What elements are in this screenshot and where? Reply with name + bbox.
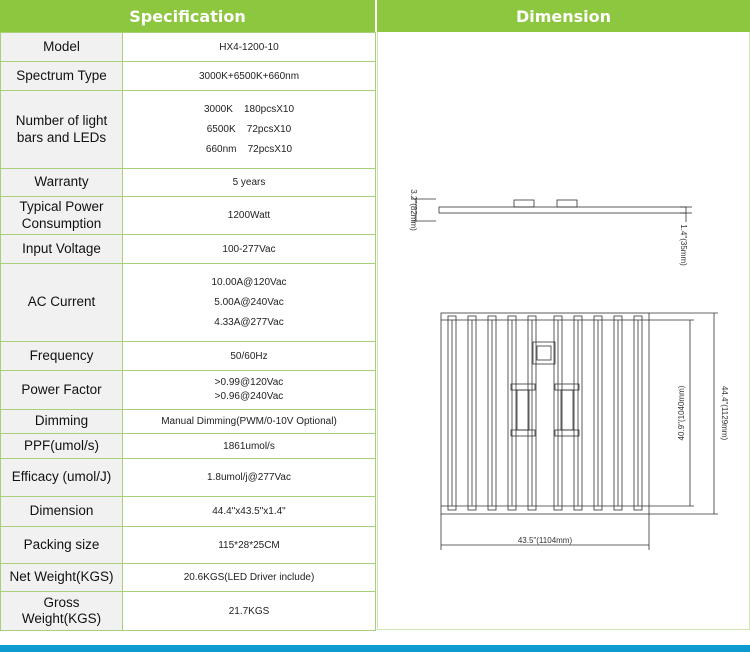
spec-value-power-factor	[123, 371, 376, 410]
spec-value-warranty: 5 years	[123, 169, 376, 197]
table-row	[1, 91, 376, 169]
spec-value-efficacy: 1.8umol/j@277Vac	[123, 459, 376, 497]
spec-value-line: 6500K 72pcsX10	[206, 123, 292, 135]
spec-label-gross-weight: Gross Weight(KGS)	[1, 592, 123, 631]
spec-value-line: 10.00A@120Vac	[211, 276, 287, 288]
table-row	[1, 371, 376, 410]
spec-label-power-factor: Power Factor	[1, 371, 123, 410]
spec-label-input-voltage: Input Voltage	[1, 235, 123, 264]
spec-label-frequency: Frequency	[1, 342, 123, 371]
spec-value-dimension: 44.4"x43.5"x1.4"	[123, 497, 376, 527]
spec-value-frequency: 50/60Hz	[123, 342, 376, 371]
table-row	[1, 434, 376, 459]
spec-value-input-voltage: 100-277Vac	[123, 235, 376, 264]
spec-value-line: >0.99@120Vac	[214, 377, 284, 388]
spec-value-spectrum-type: 3000K+6500K+660nm	[123, 62, 376, 91]
outer-height-label: 44.4"(1129mm)	[720, 385, 729, 441]
table-row	[1, 235, 376, 264]
spec-value-packing-size: 115*28*25CM	[123, 527, 376, 564]
table-row	[1, 410, 376, 434]
spec-value-line: 3000K 180pcsX10	[203, 103, 295, 115]
table-row	[1, 62, 376, 91]
spec-value-line: 4.33A@277Vac	[214, 316, 284, 328]
spec-label-packing-size: Packing size	[1, 527, 123, 564]
side-height-label: 3.2"(82mm)	[409, 189, 418, 231]
spec-value-power-consumption: 1200Watt	[123, 197, 376, 235]
spec-value-line: 660nm 72pcsX10	[205, 143, 293, 155]
spec-label-dimming: Dimming	[1, 410, 123, 434]
table-row	[1, 33, 376, 62]
dimension-drawing-panel	[377, 32, 750, 630]
spec-value-light-bars	[123, 91, 376, 169]
width-label: 43.5"(1104mm)	[517, 536, 573, 545]
spec-label-power-consumption: Typical Power Consumption	[1, 197, 123, 235]
bottom-accent-bar	[0, 645, 750, 652]
table-row	[1, 264, 376, 342]
spec-value-line: >0.96@240Vac	[214, 391, 284, 402]
table-row	[1, 564, 376, 592]
table-row	[1, 459, 376, 497]
spec-label-model: Model	[1, 33, 123, 62]
specification-header: Specification	[0, 0, 375, 32]
spec-label-light-bars: Number of light bars and LEDs	[1, 91, 123, 169]
spec-label-spectrum-type: Spectrum Type	[1, 62, 123, 91]
table-row	[1, 197, 376, 235]
dimension-header: Dimension	[377, 0, 750, 32]
side-view-driver-box	[514, 200, 534, 207]
table-row	[1, 527, 376, 564]
side-view	[412, 198, 692, 222]
table-row	[1, 342, 376, 371]
side-view-bar	[439, 207, 686, 213]
spec-value-ac-current	[123, 264, 376, 342]
side-thickness-label: 1.4"(35mm)	[679, 224, 688, 266]
light-bars	[448, 316, 642, 510]
inner-height-label: 40.9"(1040mm)	[677, 385, 686, 441]
spec-label-net-weight: Net Weight(KGS)	[1, 564, 123, 592]
spec-label-ac-current: AC Current	[1, 264, 123, 342]
table-row	[1, 497, 376, 527]
specification-table	[0, 32, 376, 631]
spec-label-warranty: Warranty	[1, 169, 123, 197]
spec-label-efficacy: Efficacy (umol/J)	[1, 459, 123, 497]
spec-value-ppf: 1861umol/s	[123, 434, 376, 459]
spec-value-dimming: Manual Dimming(PWM/0-10V Optional)	[123, 410, 376, 434]
side-view-driver-box	[557, 200, 577, 207]
dimension-drawing	[378, 32, 750, 630]
table-row	[1, 592, 376, 631]
spec-label-ppf: PPF(umol/s)	[1, 434, 123, 459]
table-row	[1, 169, 376, 197]
spec-value-net-weight: 20.6KGS(LED Driver include)	[123, 564, 376, 592]
spec-value-line: 5.00A@240Vac	[214, 296, 284, 308]
driver-brackets	[511, 384, 579, 436]
spec-label-dimension: Dimension	[1, 497, 123, 527]
spec-value-model: HX4-1200-10	[123, 33, 376, 62]
spec-value-gross-weight: 21.7KGS	[123, 592, 376, 631]
